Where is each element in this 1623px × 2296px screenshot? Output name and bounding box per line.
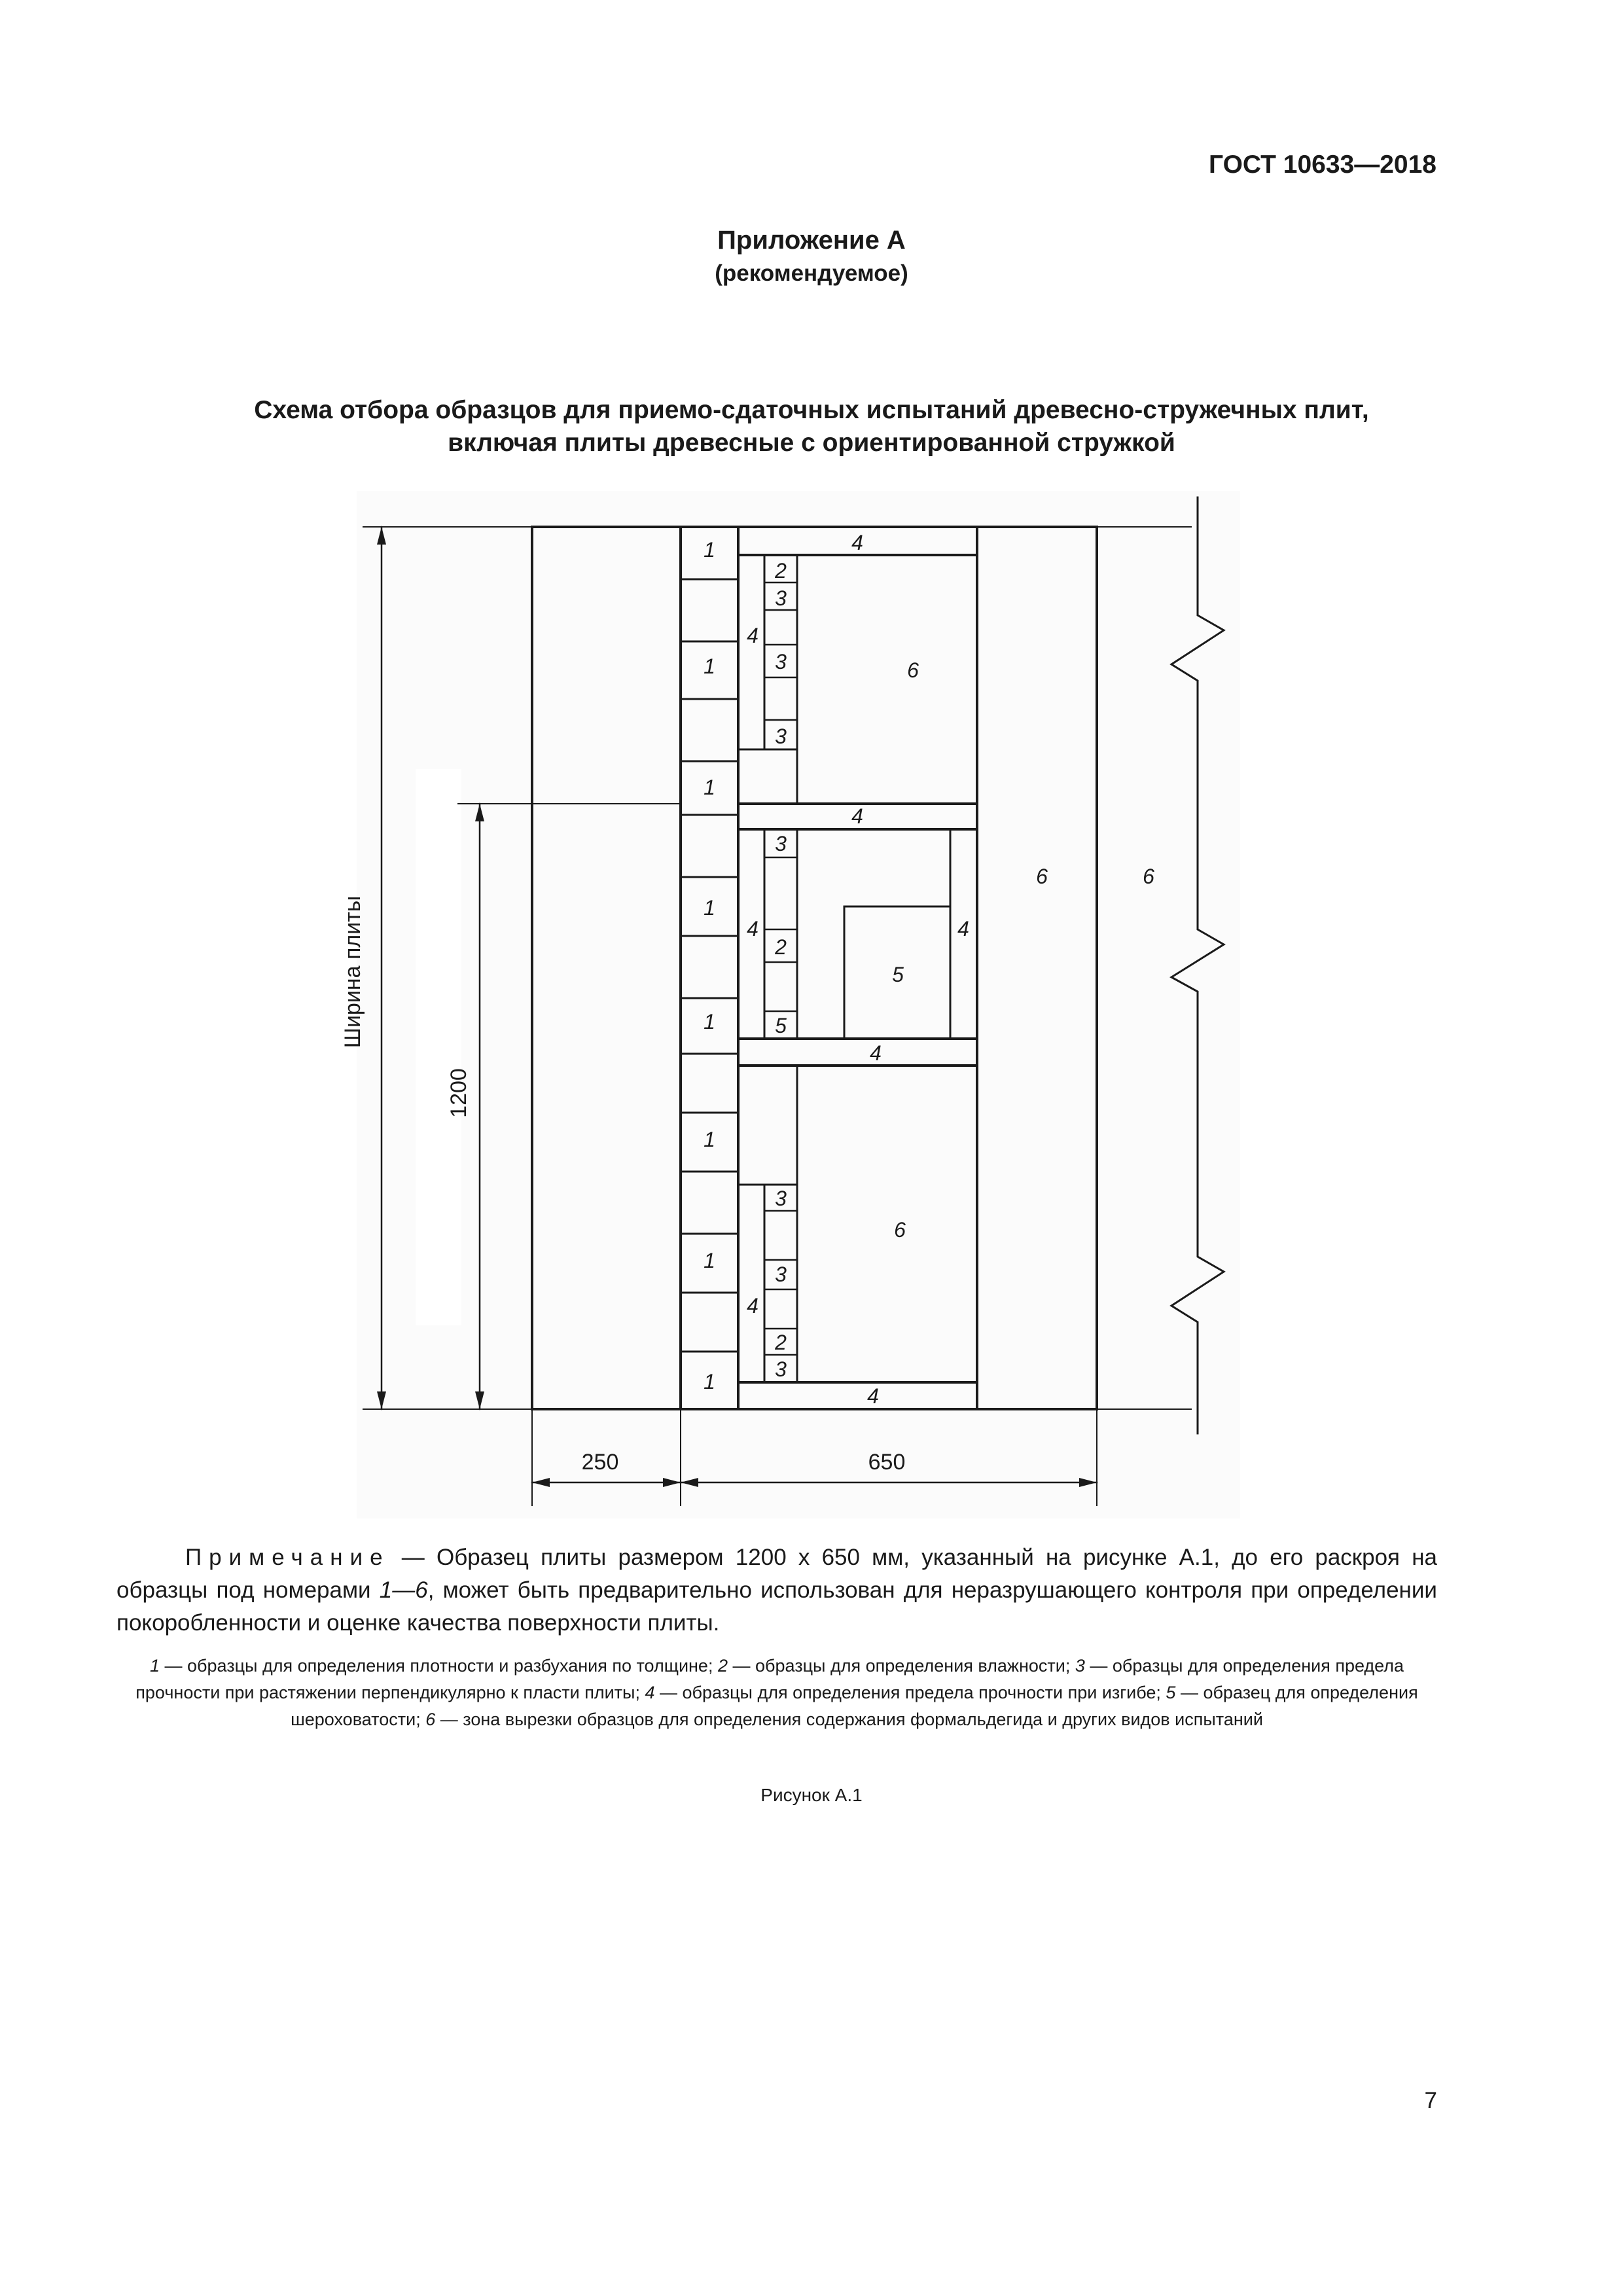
sample-1-label: 1 — [704, 896, 715, 920]
sample-1-label: 1 — [704, 655, 715, 678]
sample-4-label: 4 — [747, 624, 758, 647]
legend-num-4: 4 — [645, 1683, 655, 1702]
sample-5-label: 5 — [892, 963, 904, 986]
legend-num-1: 1 — [149, 1656, 160, 1676]
sample-3-label: 3 — [775, 1187, 787, 1210]
legend-num-5: 5 — [1166, 1683, 1176, 1702]
note-text-a: — Образец плиты размером 1200 х 650 мм, указанный на рисунке А.1, до его раскроя на образцы под номерами — [116, 1545, 1437, 1603]
legend-num-6: 6 — [425, 1710, 436, 1729]
legend-text-2: — образцы для определения влажности; — [727, 1656, 1075, 1676]
sample-2-label: 2 — [775, 559, 787, 583]
zone-6-label: 6 — [1036, 865, 1048, 888]
scheme-title-line-2: включая плиты древесные с ориентированной стружкой — [448, 429, 1175, 457]
sample-1-label: 1 — [704, 1370, 715, 1393]
zone-6-label: 6 — [894, 1218, 906, 1242]
legend-text-1: — образцы для определения плотности и разбухания по толщине; — [159, 1656, 718, 1676]
plate-width-label: Ширина плиты — [340, 895, 365, 1049]
standard-number: ГОСТ 10633—2018 — [1209, 151, 1436, 179]
dimension-650: 650 — [868, 1450, 906, 1475]
legend-num-3: 3 — [1075, 1656, 1085, 1676]
sample-5-label: 5 — [775, 1014, 787, 1037]
sample-4-label: 4 — [851, 804, 863, 828]
sample-2-label: 2 — [775, 1331, 787, 1354]
sample-1-label: 1 — [704, 538, 715, 562]
legend-num-2: 2 — [717, 1656, 728, 1676]
sample-3-label: 3 — [775, 725, 787, 748]
zone-6-label: 6 — [1143, 865, 1154, 888]
appendix-title: Приложение А — [717, 226, 906, 255]
sample-4-label: 4 — [747, 1294, 758, 1318]
sample-1-label: 1 — [704, 1128, 715, 1151]
sample-3-label: 3 — [775, 832, 787, 855]
sample-2-label: 2 — [775, 935, 787, 959]
sample-1-label: 1 — [704, 1010, 715, 1033]
dimension-1200: 1200 — [446, 1068, 471, 1118]
sample-1-label: 1 — [704, 776, 715, 799]
note-label: Примечание — [185, 1545, 390, 1570]
sample-4-label: 4 — [957, 917, 969, 941]
sample-3-label: 3 — [775, 1357, 787, 1381]
figure-caption: Рисунок А.1 — [760, 1785, 863, 1805]
sample-4-label: 4 — [851, 531, 863, 554]
note-text-b: , может быть предварительно использован для неразрушающего контроля при определении покоробленности и оценке качества поверхности плиты. — [116, 1577, 1437, 1636]
note-range: 1—6 — [379, 1577, 428, 1603]
sample-3-label: 3 — [775, 1263, 787, 1286]
sample-3-label: 3 — [775, 650, 787, 673]
figure-background — [357, 491, 1240, 1518]
note-paragraph — [116, 1541, 1437, 1640]
appendix-subtitle: (рекомендуемое) — [715, 260, 908, 286]
zone-6-label: 6 — [907, 658, 919, 682]
legend-text-4: — образцы для определения предела прочности при изгибе; — [654, 1683, 1166, 1702]
figure-legend — [116, 1653, 1437, 1733]
sample-4-label: 4 — [870, 1041, 882, 1065]
figure-background-strip — [416, 769, 461, 1325]
legend-text-6: — зона вырезки образцов для определения содержания формальдегида и других видов испытаний — [435, 1710, 1263, 1729]
scheme-title-line-1: Схема отбора образцов для приемо-сдаточных испытаний древесно-стружечных плит, — [254, 396, 1369, 424]
sample-1-label: 1 — [704, 1249, 715, 1272]
sample-4-label: 4 — [747, 917, 758, 941]
sample-4-label: 4 — [867, 1384, 879, 1408]
legend-text-5: — образец для определения шероховатости; — [291, 1683, 1418, 1729]
legend-text-3: — образцы для определения предела прочности при растяжении перпендикулярно к пласти плиты; — [135, 1656, 1404, 1702]
dimension-250: 250 — [581, 1450, 619, 1475]
page-number: 7 — [1424, 2088, 1437, 2113]
sample-3-label: 3 — [775, 586, 787, 610]
